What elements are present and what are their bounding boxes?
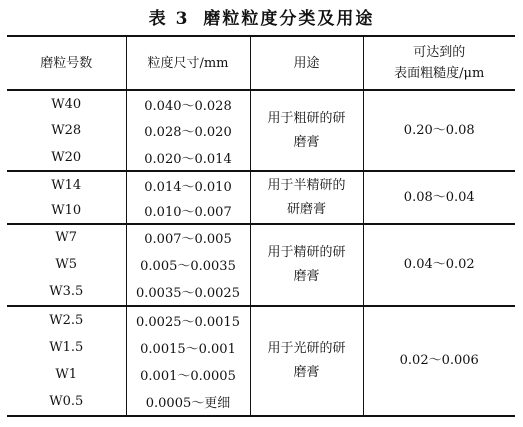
size-cell: 0.010～0.007	[126, 198, 250, 224]
size-cell: 0.007～0.005	[126, 224, 250, 251]
size-cell: 0.0015～0.001	[126, 333, 250, 360]
table-body	[7, 90, 515, 416]
size-cell: 0.005～0.0035	[126, 251, 250, 278]
grit-classification-table	[7, 35, 515, 417]
grit-cell: W2.5	[49, 312, 84, 328]
roughness-cell: 0.02～0.006	[363, 306, 515, 416]
table-title: 磨粒粒度分类及用途	[203, 9, 375, 29]
grit-cell: W28	[51, 123, 82, 139]
header-roughness-line2: 表面粗糙度/μm	[394, 66, 485, 81]
usage-text: 用于光研的研磨膏	[267, 341, 346, 381]
usage-cell	[250, 306, 363, 416]
header-row	[7, 36, 515, 90]
header-usage: 用途	[250, 36, 363, 90]
roughness-cell: 0.08～0.04	[363, 171, 515, 223]
size-cell: 0.014～0.010	[126, 171, 250, 197]
grit-cell: W7	[55, 230, 78, 246]
grit-cell: W1	[55, 366, 78, 382]
usage-cell	[250, 224, 363, 306]
size-cell: 0.020～0.014	[126, 144, 250, 171]
grit-cell: W20	[7, 144, 126, 171]
table-label: 表	[148, 9, 168, 29]
roughness-cell: 0.20～0.08	[363, 90, 515, 171]
usage-cell	[250, 171, 363, 223]
header-grit: 磨粒号数	[7, 36, 126, 90]
table-number: 3	[175, 9, 190, 29]
roughness-cell: 0.04～0.02	[363, 224, 515, 306]
table-row	[7, 306, 515, 333]
size-cell: 0.040～0.028	[126, 90, 250, 117]
size-cell: 0.001～0.0005	[126, 361, 250, 388]
header-roughness	[363, 36, 515, 90]
table-row	[7, 90, 515, 117]
table-caption	[0, 4, 523, 29]
grit-cell: W3.5	[7, 278, 126, 306]
header-roughness-line1: 可达到的	[413, 45, 466, 60]
grit-cell: W10	[7, 198, 126, 224]
usage-text: 用于精研的研磨膏	[267, 245, 346, 285]
table-row	[7, 171, 515, 197]
grit-cell: W40	[51, 96, 82, 112]
usage-cell	[250, 90, 363, 171]
usage-text: 用于半精研的研磨膏	[267, 177, 346, 217]
size-cell: 0.0005～更细	[126, 388, 250, 416]
size-cell: 0.0035～0.0025	[126, 278, 250, 306]
grit-cell: W0.5	[7, 388, 126, 416]
header-size: 粒度尺寸/mm	[126, 36, 250, 90]
table-row	[7, 224, 515, 251]
size-cell: 0.028～0.020	[126, 117, 250, 144]
usage-text: 用于粗研的研磨膏	[267, 110, 346, 150]
size-cell: 0.0025～0.0015	[126, 306, 250, 333]
grit-cell: W14	[51, 177, 82, 193]
grit-cell: W1.5	[49, 339, 84, 355]
grit-cell: W5	[55, 257, 78, 273]
